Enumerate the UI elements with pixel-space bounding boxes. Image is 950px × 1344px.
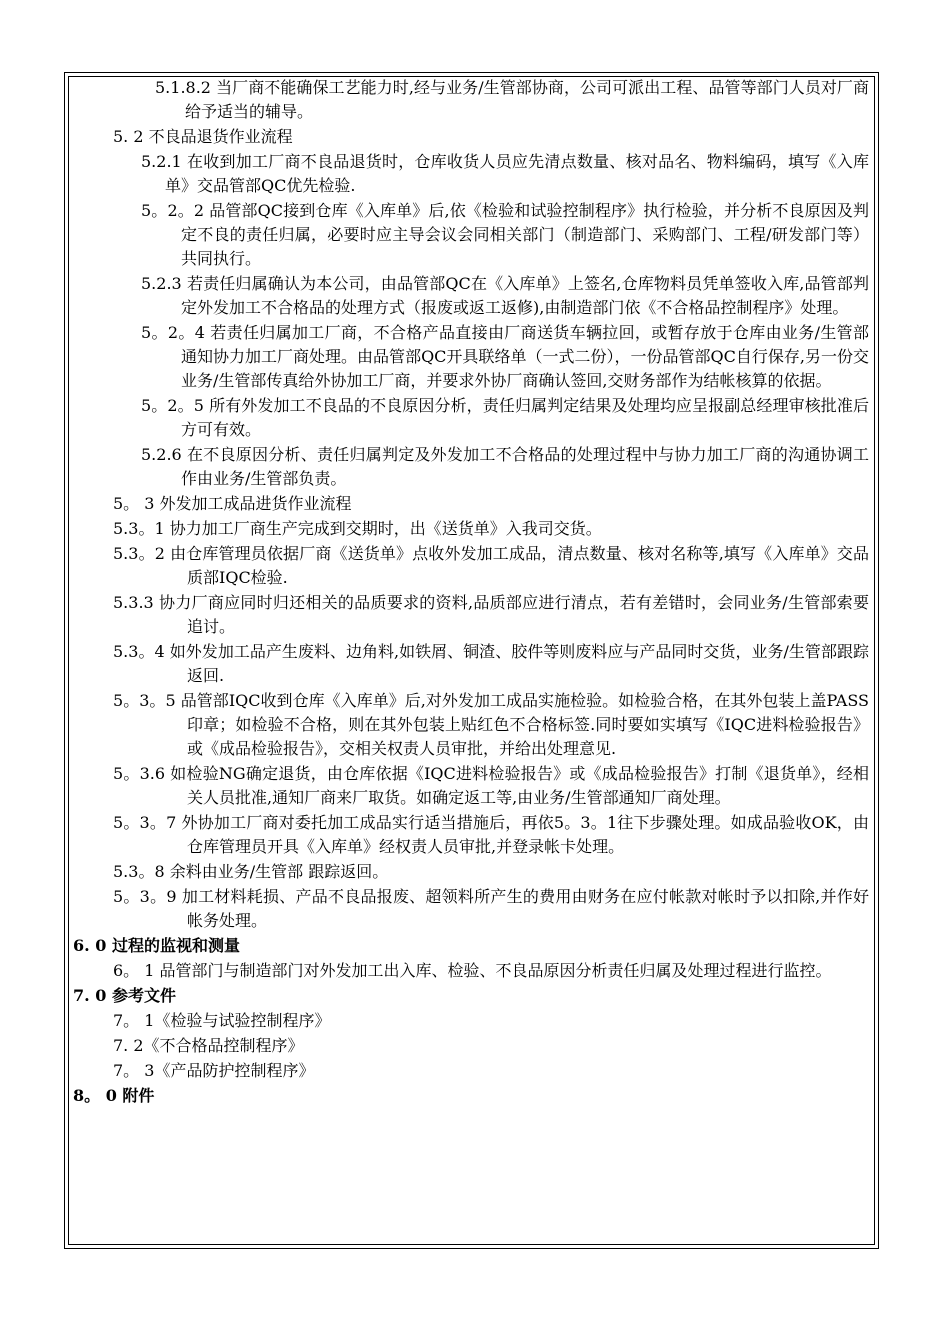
- para-5-3-2: 5.3。2 由仓库管理员依据厂商《送货单》点收外发加工成品，清点数量、核对名称等,填写《入库单》交品质部IQC检验.: [113, 544, 869, 587]
- section-heading-6: 6. 0 过程的监视和测量: [73, 936, 240, 955]
- section-heading-8: 8。 0 附件: [73, 1086, 155, 1105]
- para-6-1: 6。 1 品管部门与制造部门对外发加工出入库、检验、不良品原因分析责任归属及处理过程进行监控。: [113, 961, 832, 980]
- para-5-2-4: 5。2。4 若责任归属加工厂商，不合格产品直接由厂商送货车辆拉回，或暂存放于仓库由业务/生管部通知协力加工厂商处理。由品管部QC开具联络单（一式二份），一份品管部QC自行保存,另一份交业务/生管部传真给外协加工厂商，并要求外协厂商确认签回,交财务部作为结帐核算的依据。: [141, 323, 869, 390]
- para-5-2-6: 5.2.6 在不良原因分析、责任归属判定及外发加工不合格品的处理过程中与协力加工厂商的沟通协调工作由业务/生管部负责。: [141, 445, 869, 488]
- para-5-3-7: 5。3。7 外协加工厂商对委托加工成品实行适当措施后，再依5。3。1往下步骤处理。如成品验收OK，由仓库管理员开具《入库单》经权责人员审批,并登录帐卡处理。: [113, 813, 869, 856]
- para-5-2-2: 5。2。2 品管部QC接到仓库《入库单》后,依《检验和试验控制程序》执行检验，并分析不良原因及判定不良的责任归属，必要时应主导会议会同相关部门（制造部门、采购部门、工程/研发部门等）共同执行。: [141, 201, 869, 268]
- para-5-3-6: 5。3.6 如检验NG确定退货，由仓库依据《IQC进料检验报告》或《成品检验报告》打制《退货单》，经相关人员批准,通知厂商来厂取货。如确定返工等,由业务/生管部通知厂商处理。: [113, 764, 869, 807]
- para-5-3-3: 5.3.3 协力厂商应同时归还相关的品质要求的资料,品质部应进行清点，若有差错时，会同业务/生管部索要追讨。: [113, 593, 869, 636]
- document-body: [73, 76, 869, 1109]
- section-heading-5-3: 5。 3 外发加工成品进货作业流程: [113, 494, 352, 513]
- reference-7-3: 7。 3《产品防护控制程序》: [113, 1061, 315, 1080]
- para-5-3-5: 5。3。5 品管部IQC收到仓库《入库单》后,对外发加工成品实施检验。如检验合格，在其外包装上盖PASS印章；如检验不合格，则在其外包装上贴红色不合格标签.同时要如实填写《IQC进料检验报告》或《成品检验报告》，交相关权责人员审批，并给出处理意见.: [113, 691, 869, 758]
- para-5-3-4: 5.3。4 如外发加工品产生废料、边角料,如铁屑、铜渣、胶件等则废料应与产品同时交货，业务/生管部跟踪返回.: [113, 642, 869, 685]
- para-5-2-5: 5。2。5 所有外发加工不良品的不良原因分析，责任归属判定结果及处理均应呈报副总经理审核批准后方可有效。: [141, 396, 869, 439]
- para-5-3-1: 5.3。1 协力加工厂商生产完成到交期时，出《送货单》入我司交货。: [113, 519, 602, 538]
- para-5-1-8-2: 5.1.8.2 当厂商不能确保工艺能力时,经与业务/生管部协商，公司可派出工程、品管等部门人员对厂商给予适当的辅导。: [155, 78, 869, 121]
- para-5-3-9: 5。3。9 加工材料耗损、产品不良品报废、超领料所产生的费用由财务在应付帐款对帐时予以扣除,并作好帐务处理。: [113, 887, 869, 930]
- para-5-2-3: 5.2.3 若责任归属确认为本公司，由品管部QC在《入库单》上签名,仓库物料员凭单签收入库,品管部判定外发加工不合格品的处理方式（报废或返工返修),由制造部门依《不合格品控制程序》处理。: [141, 274, 869, 317]
- section-heading-7: 7. 0 参考文件: [73, 986, 176, 1005]
- para-5-2-1: 5.2.1 在收到加工厂商不良品退货时，仓库收货人员应先清点数量、核对品名、物料编码，填写《入库单》交品管部QC优先检验.: [141, 152, 869, 195]
- section-heading-5-2: 5. 2 不良品退货作业流程: [113, 127, 293, 146]
- reference-7-2: 7. 2《不合格品控制程序》: [113, 1036, 304, 1055]
- reference-7-1: 7。 1《检验与试验控制程序》: [113, 1011, 331, 1030]
- para-5-3-8: 5.3。8 余料由业务/生管部 跟踪返回。: [113, 862, 389, 881]
